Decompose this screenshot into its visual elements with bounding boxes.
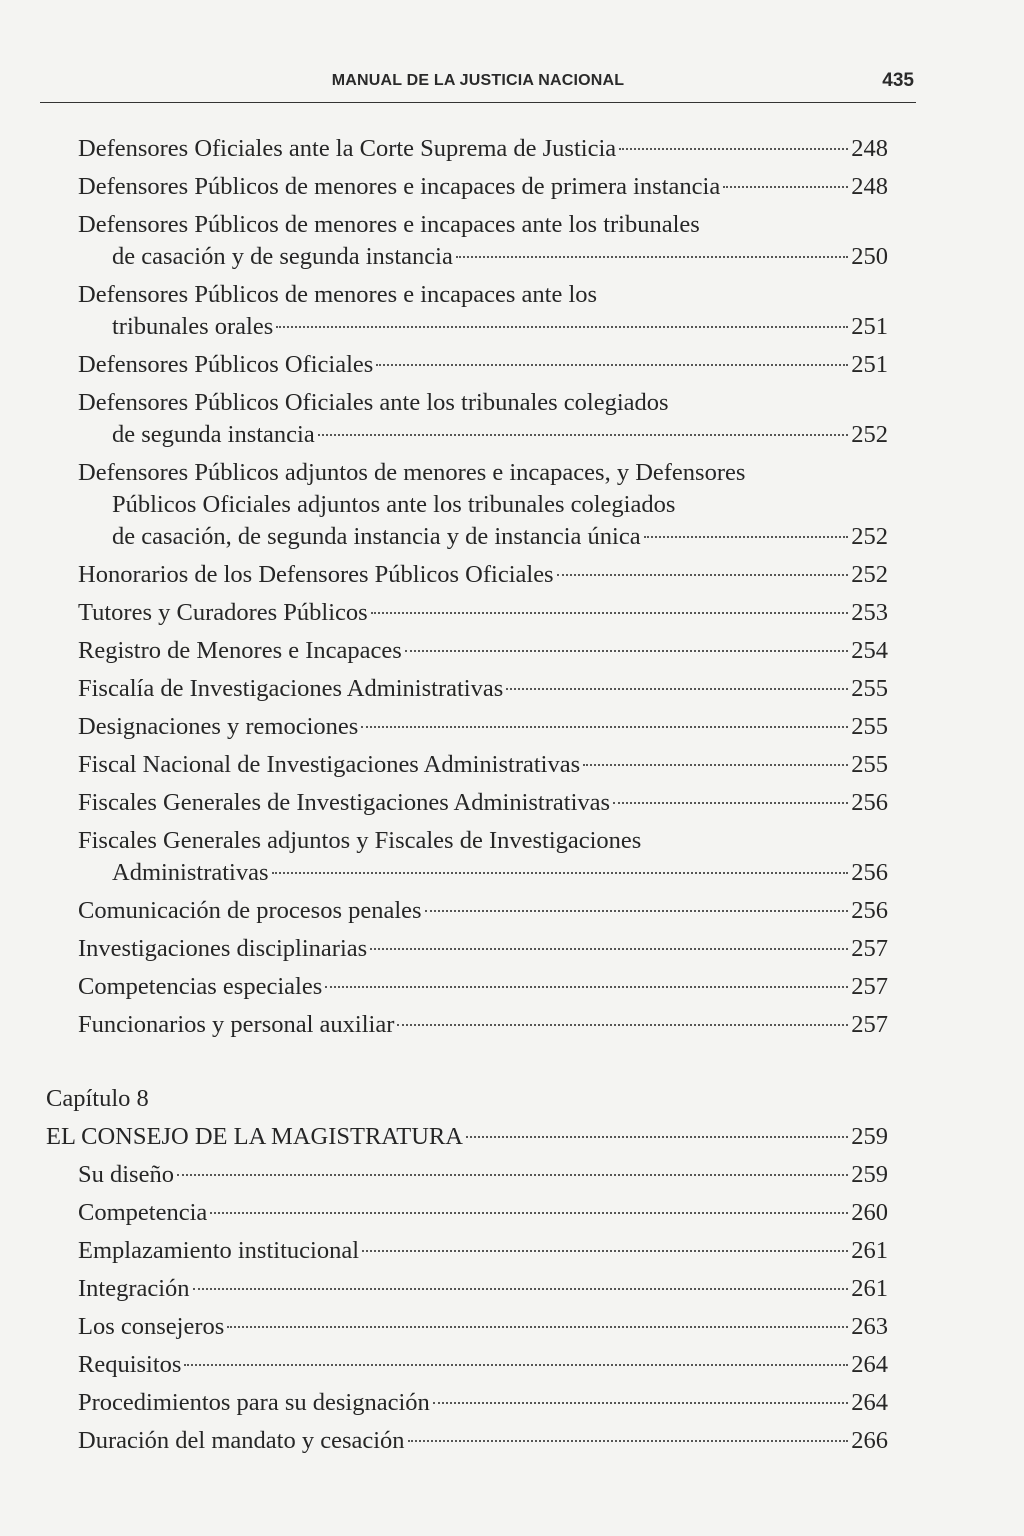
dot-leader [361, 726, 848, 728]
dot-leader [425, 910, 849, 912]
toc-entry [0, 708, 1024, 746]
toc-entry-page: 248 [851, 173, 888, 200]
toc-entry [0, 1232, 1024, 1270]
dot-leader [193, 1288, 849, 1290]
dot-leader [433, 1402, 848, 1404]
dot-leader [644, 536, 849, 538]
dot-leader [619, 148, 848, 150]
toc-entry-page: 256 [851, 897, 888, 924]
toc-entry-title-line: Defensores Públicos de menores e incapaces de primera instancia [78, 173, 721, 200]
toc-entry-title-line: de segunda instancia [112, 421, 315, 448]
dot-leader [506, 688, 848, 690]
toc-section-consejo [0, 1156, 1024, 1460]
toc-entry-title-line: Integración [78, 1275, 190, 1302]
toc-entry-title-line: Administrativas [112, 859, 269, 886]
dot-leader [362, 1250, 848, 1252]
dot-leader [723, 186, 848, 188]
toc-entry-title-line: de casación, de segunda instancia y de instancia única [112, 523, 641, 550]
toc-entry-page: 261 [851, 1237, 888, 1264]
toc-entry [0, 1006, 1024, 1044]
toc-entry-page: 266 [851, 1427, 888, 1454]
dot-leader [376, 364, 848, 366]
running-head: MANUAL DE LA JUSTICIA NACIONAL [331, 72, 625, 89]
toc-entry [0, 1308, 1024, 1346]
toc-entry [0, 746, 1024, 784]
toc-entry [0, 930, 1024, 968]
toc-entry [0, 454, 1024, 556]
toc-entry-page: 264 [851, 1389, 888, 1416]
toc-entry-page: 255 [851, 713, 888, 740]
toc-entry-title-line: Defensores Públicos de menores e incapaces ante los [78, 281, 598, 308]
chapter-label: Capítulo 8 [46, 1085, 149, 1112]
dot-leader [177, 1174, 848, 1176]
toc-entry [0, 206, 1024, 276]
dot-leader [456, 256, 848, 258]
toc-entry-page: 251 [851, 351, 888, 378]
toc-entry-title-line: Defensores Públicos adjuntos de menores e incapaces, y Defensores [78, 459, 746, 486]
table-of-contents [0, 130, 1024, 1460]
toc-entry [0, 594, 1024, 632]
toc-entry [0, 1384, 1024, 1422]
toc-entry [0, 670, 1024, 708]
toc-entry-title-line: Fiscalía de Investigaciones Administrativas [78, 675, 504, 702]
dot-leader [210, 1212, 848, 1214]
toc-entry [0, 1346, 1024, 1384]
toc-entry-title-line: Fiscal Nacional de Investigaciones Administrativas [78, 751, 581, 778]
toc-entry [0, 384, 1024, 454]
toc-entry-title-line: Fiscales Generales adjuntos y Fiscales de Investigaciones [78, 827, 642, 854]
dot-leader [405, 650, 848, 652]
toc-entry-title-line: Públicos Oficiales adjuntos ante los tribunales colegiados [112, 491, 676, 518]
toc-entry-title-line: Tutores y Curadores Públicos [78, 599, 368, 626]
toc-entry [0, 784, 1024, 822]
toc-entry [0, 822, 1024, 892]
dot-leader [408, 1440, 849, 1442]
toc-section-defensores [0, 130, 1024, 1044]
toc-entry-page: 263 [851, 1313, 888, 1340]
toc-entry [0, 130, 1024, 168]
toc-entry-title-line: Requisitos [78, 1351, 182, 1378]
page-number: 435 [882, 70, 914, 91]
dot-leader [318, 434, 849, 436]
toc-entry-title-line: Defensores Públicos Oficiales [78, 351, 374, 378]
toc-entry [0, 1156, 1024, 1194]
toc-entry-title-line: Honorarios de los Defensores Públicos Oficiales [78, 561, 554, 588]
toc-entry-page: 252 [851, 421, 888, 448]
toc-entry-page: 250 [851, 243, 888, 270]
toc-entry-title-line: Duración del mandato y cesación [78, 1427, 405, 1454]
page-header [40, 68, 916, 103]
dot-leader [557, 574, 849, 576]
dot-leader [227, 1326, 848, 1328]
toc-entry-title-line: Los consejeros [78, 1313, 225, 1340]
toc-entry-title-line: Comunicación de procesos penales [78, 897, 422, 924]
toc-entry-title-line: Registro de Menores e Incapaces [78, 637, 402, 664]
chapter-title: EL CONSEJO DE LA MAGISTRATURA [46, 1123, 463, 1150]
toc-entry-page: 256 [851, 789, 888, 816]
toc-entry [0, 168, 1024, 206]
toc-entry-title-line: Defensores Públicos Oficiales ante los tribunales colegiados [78, 389, 669, 416]
dot-leader [325, 986, 848, 988]
toc-entry-page: 256 [851, 859, 888, 886]
dot-leader [466, 1136, 848, 1138]
toc-entry [0, 1194, 1024, 1232]
toc-entry-page: 248 [851, 135, 888, 162]
toc-entry-title-line: Emplazamiento institucional [78, 1237, 359, 1264]
toc-entry [0, 1270, 1024, 1308]
toc-entry-title-line: Procedimientos para su designación [78, 1389, 430, 1416]
toc-entry-title-line: Defensores Oficiales ante la Corte Suprema de Justicia [78, 135, 617, 162]
toc-entry-title-line: Fiscales Generales de Investigaciones Administrativas [78, 789, 611, 816]
toc-entry [0, 276, 1024, 346]
toc-entry [0, 556, 1024, 594]
toc-entry-title-line: tribunales orales [112, 313, 274, 340]
toc-entry-title-line: Defensores Públicos de menores e incapaces ante los tribunales [78, 211, 700, 238]
dot-leader [276, 326, 848, 328]
toc-entry-page: 254 [851, 637, 888, 664]
toc-entry-title-line: Designaciones y remociones [78, 713, 359, 740]
toc-entry-page: 261 [851, 1275, 888, 1302]
dot-leader [583, 764, 848, 766]
toc-entry [0, 632, 1024, 670]
toc-entry-page: 251 [851, 313, 888, 340]
dot-leader [613, 802, 848, 804]
toc-entry-title-line: Su diseño [78, 1161, 174, 1188]
toc-entry-page: 252 [851, 523, 888, 550]
toc-entry-page: 255 [851, 751, 888, 778]
toc-entry-title-line: Funcionarios y personal auxiliar [78, 1011, 395, 1038]
chapter-title-entry [0, 1118, 1024, 1156]
toc-entry-page: 252 [851, 561, 888, 588]
dot-leader [272, 872, 849, 874]
toc-entry-page: 253 [851, 599, 888, 626]
toc-entry-page: 257 [851, 973, 888, 1000]
chapter-page: 259 [851, 1123, 888, 1150]
toc-entry-title-line: Competencias especiales [78, 973, 323, 1000]
toc-entry-page: 260 [851, 1199, 888, 1226]
toc-entry-page: 257 [851, 935, 888, 962]
toc-entry-title-line: de casación y de segunda instancia [112, 243, 453, 270]
toc-entry [0, 346, 1024, 384]
dot-leader [184, 1364, 848, 1366]
toc-entry-page: 264 [851, 1351, 888, 1378]
toc-entry-page: 255 [851, 675, 888, 702]
toc-entry [0, 892, 1024, 930]
dot-leader [397, 1024, 848, 1026]
dot-leader [371, 612, 849, 614]
toc-entry [0, 1422, 1024, 1460]
toc-entry-page: 259 [851, 1161, 888, 1188]
toc-entry-title-line: Investigaciones disciplinarias [78, 935, 368, 962]
dot-leader [370, 948, 848, 950]
toc-entry-title-line: Competencia [78, 1199, 208, 1226]
toc-entry-page: 257 [851, 1011, 888, 1038]
toc-entry [0, 968, 1024, 1006]
